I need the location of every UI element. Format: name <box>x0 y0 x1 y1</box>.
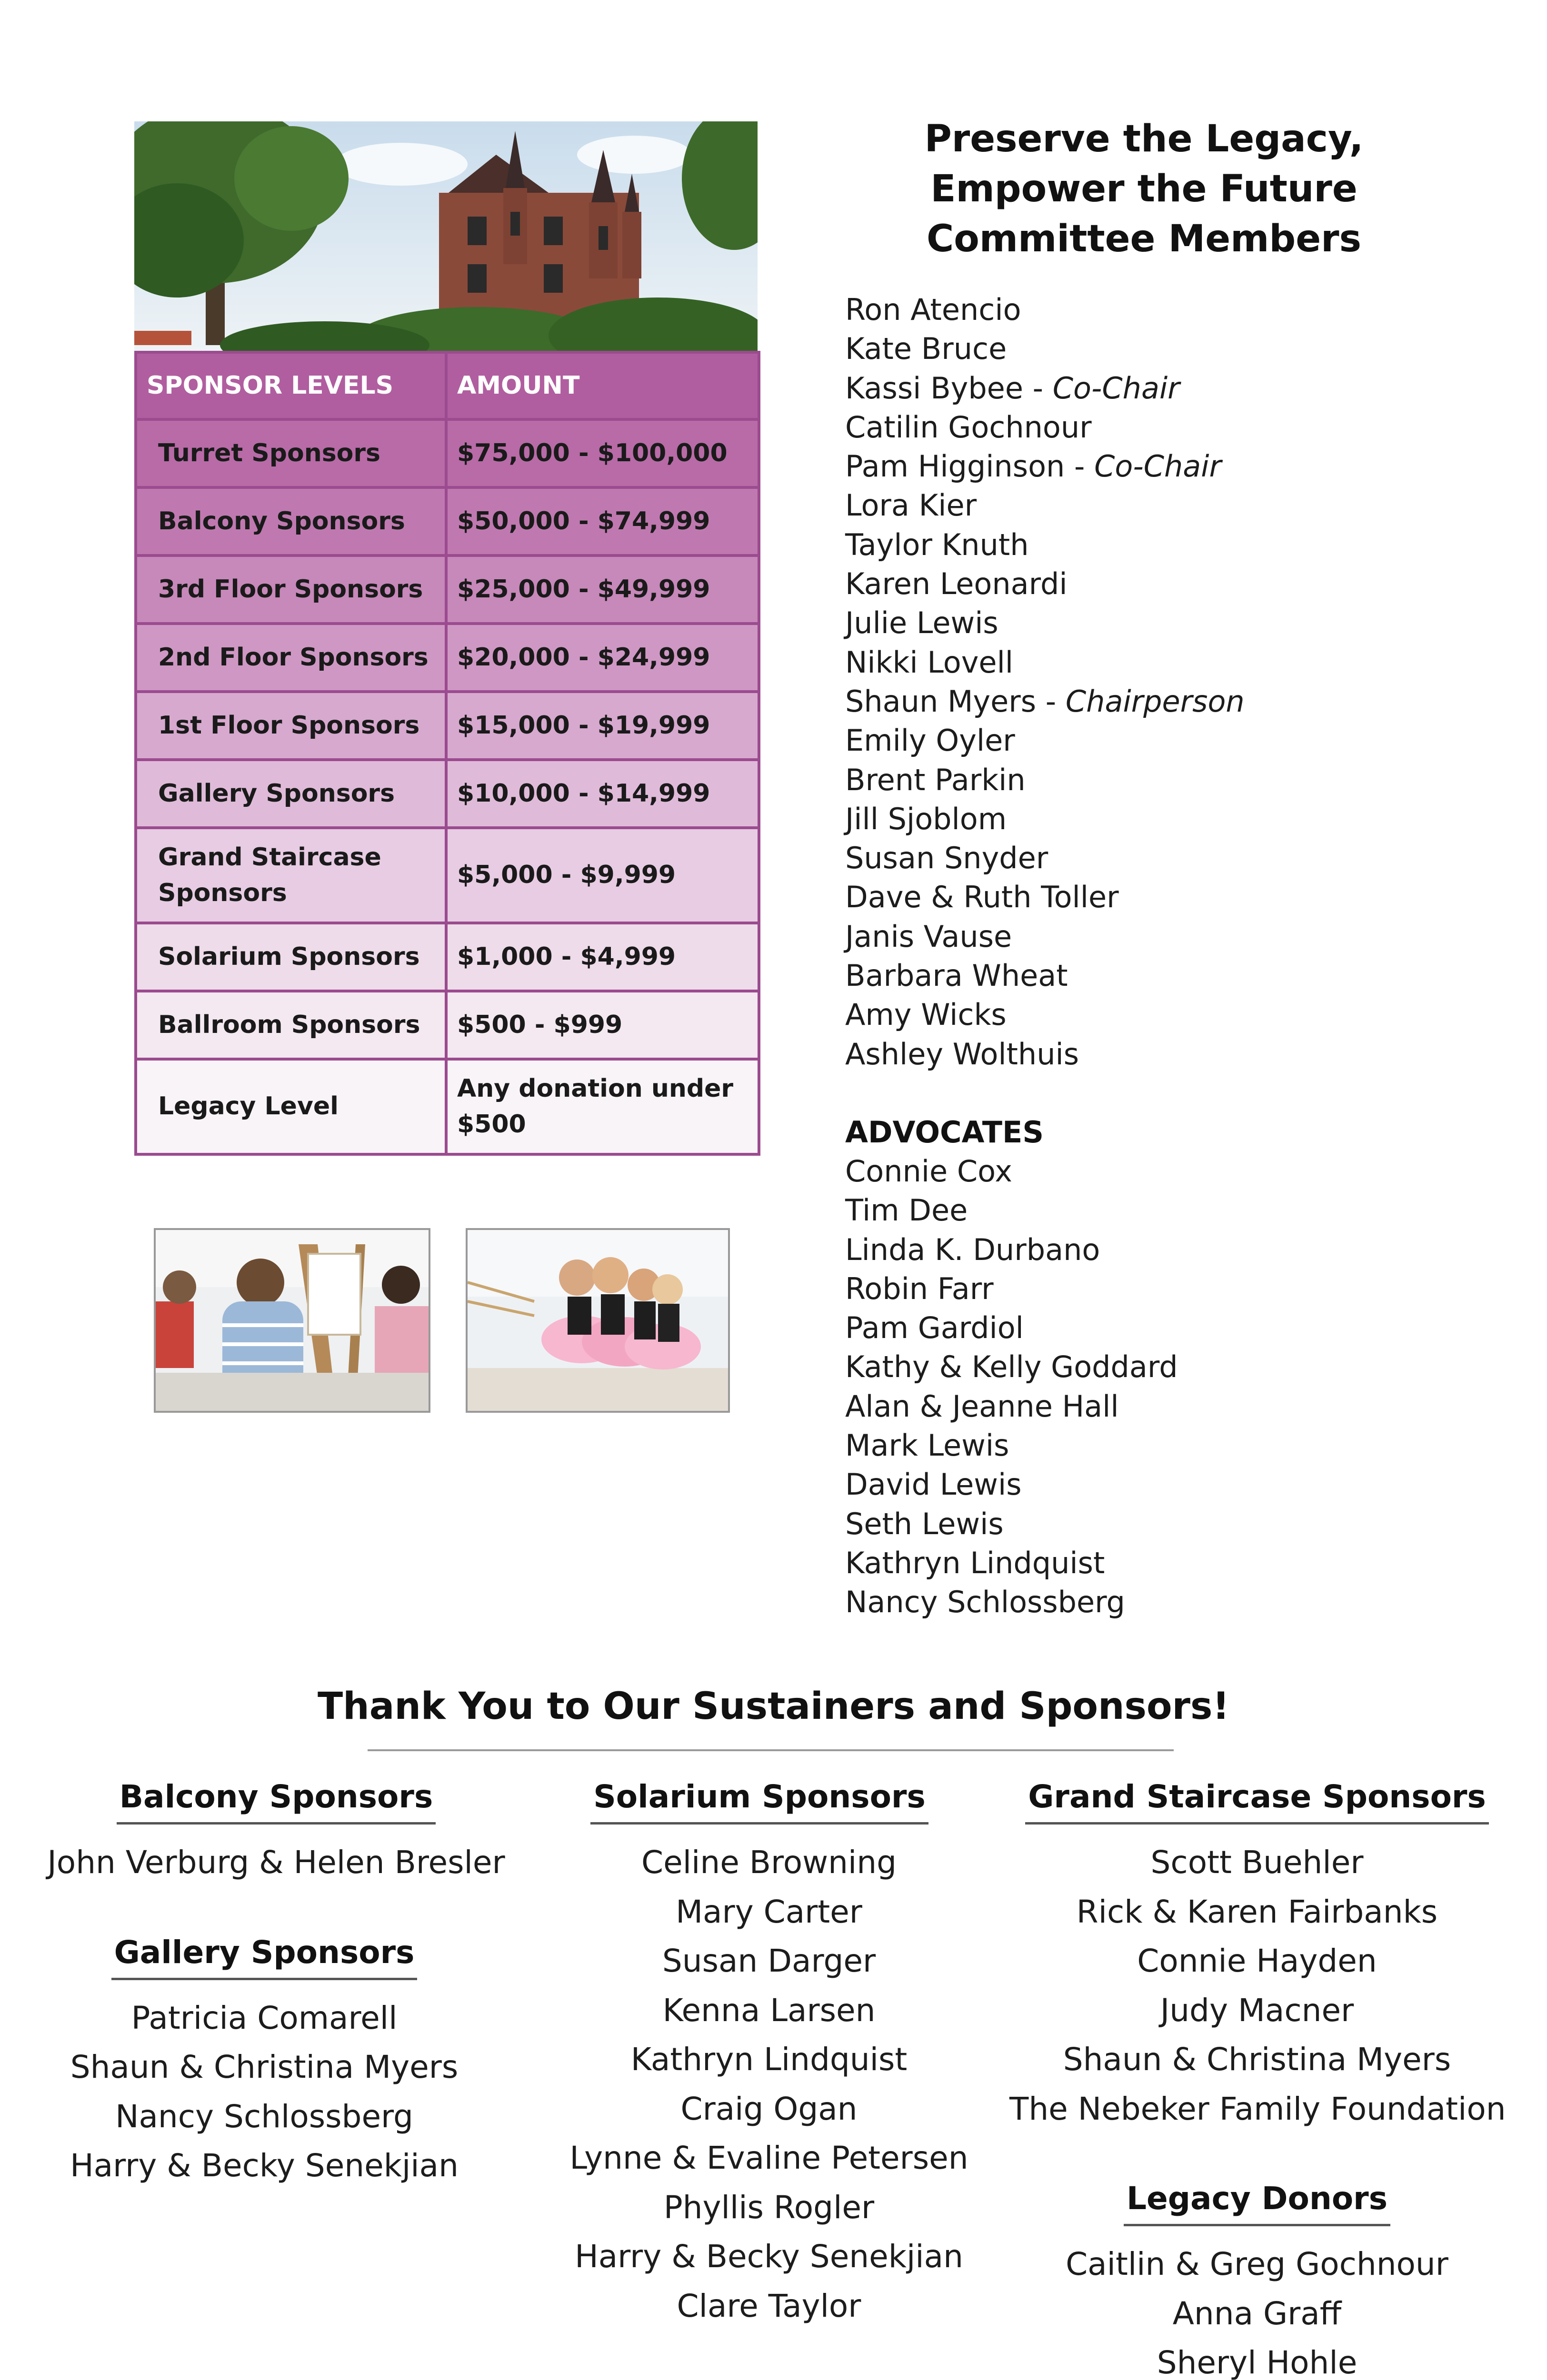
amount-cell: $25,000 - $49,999 <box>446 555 759 624</box>
sponsor-level-cell: 1st Floor Sponsors <box>136 692 446 760</box>
table-row <box>136 1059 759 1154</box>
ballet-class-photo <box>466 1228 730 1413</box>
sponsor-level-cell: Ballroom Sponsors <box>136 991 446 1059</box>
mansion-photo <box>134 121 758 351</box>
member-role: Co-Chair <box>1094 449 1221 484</box>
amount-cell: $75,000 - $100,000 <box>446 419 759 487</box>
table-row <box>136 991 759 1059</box>
list-item: Nancy Schlossberg <box>115 2098 413 2135</box>
list-item: John Verburg & Helen Bresler <box>47 1844 505 1881</box>
list-item: Craig Ogan <box>680 2090 858 2127</box>
sponsor-level-cell: Grand Staircase Sponsors <box>136 828 446 923</box>
list-item: Harry & Becky Senekjian <box>70 2147 459 2184</box>
legacy-donors-heading: Legacy Donors <box>1124 2177 1390 2226</box>
divider <box>368 1749 1174 1751</box>
column-header-amount: AMOUNT <box>446 352 759 419</box>
list-item: Mary Carter <box>676 1893 862 1930</box>
list-item: Pam Gardiol <box>845 1310 1024 1346</box>
grand-staircase-sponsors-list <box>1009 1838 1505 2133</box>
list-item: Kathryn Lindquist <box>630 2041 908 2078</box>
list-item: Kathryn Lindquist <box>845 1545 1105 1580</box>
list-item: Scott Buehler <box>1150 1844 1364 1881</box>
list-item: Catilin Gochnour <box>845 409 1092 445</box>
list-item: Julie Lewis <box>845 605 998 641</box>
sponsor-level-cell: Gallery Sponsors <box>136 760 446 828</box>
list-item: Susan Snyder <box>845 841 1048 876</box>
sponsor-level-cell: 2nd Floor Sponsors <box>136 624 446 692</box>
list-item: Seth Lewis <box>845 1506 1004 1541</box>
committee-member-list <box>845 290 1512 1074</box>
balcony-sponsors-list <box>29 1838 524 1887</box>
amount-cell: $20,000 - $24,999 <box>446 624 759 692</box>
member-role: Co-Chair <box>1052 370 1180 406</box>
amount-cell: $15,000 - $19,999 <box>446 692 759 760</box>
list-item: The Nebeker Family Foundation <box>1009 2090 1506 2127</box>
table-row <box>136 555 759 624</box>
committee-section <box>845 114 1512 1622</box>
list-item: Ron Atencio <box>845 292 1021 327</box>
list-item: Pam Higginson - Co-Chair <box>845 449 1221 484</box>
list-item: Celine Browning <box>641 1844 897 1881</box>
committee-title: Preserve the Legacy, Empower the Future Committee Members <box>924 118 1364 260</box>
list-item: Kenna Larsen <box>662 1992 876 2029</box>
list-item: Phyllis Rogler <box>663 2189 875 2226</box>
amount-cell: $50,000 - $74,999 <box>446 487 759 555</box>
sponsor-level-cell: Turret Sponsors <box>136 419 446 487</box>
list-item: Emily Oyler <box>845 723 1015 758</box>
list-item: Linda K. Durbano <box>845 1232 1100 1267</box>
table-row <box>136 923 759 991</box>
list-item: Patricia Comarell <box>131 1999 398 2036</box>
sponsor-level-cell: Legacy Level <box>136 1059 446 1154</box>
list-item: Janis Vause <box>845 919 1012 954</box>
table-row <box>136 487 759 555</box>
list-item: Dave & Ruth Toller <box>845 880 1119 915</box>
list-item: Shaun & Christina Myers <box>1063 2041 1451 2078</box>
table-row <box>136 419 759 487</box>
sponsor-levels-table <box>134 351 760 1156</box>
sponsor-level-cell: Balcony Sponsors <box>136 487 446 555</box>
list-item: David Lewis <box>845 1467 1022 1502</box>
solarium-sponsors-list <box>529 1838 1009 2330</box>
advocates-list <box>845 1152 1512 1622</box>
list-item: Susan Darger <box>662 1943 876 1979</box>
table-header-row <box>136 352 759 419</box>
list-item: Nikki Lovell <box>845 645 1014 680</box>
list-item: Kate Bruce <box>845 331 1007 367</box>
art-class-photo <box>154 1228 430 1413</box>
table-row <box>136 624 759 692</box>
list-item: Ashley Wolthuis <box>845 1036 1079 1071</box>
list-item: Rick & Karen Fairbanks <box>1076 1893 1438 1930</box>
amount-cell: $500 - $999 <box>446 991 759 1059</box>
list-item: Mark Lewis <box>845 1428 1009 1463</box>
list-item: Harry & Becky Senekjian <box>575 2238 963 2275</box>
list-item: Clare Taylor <box>677 2287 861 2324</box>
list-item: Tim Dee <box>845 1193 968 1228</box>
balcony-sponsors-heading: Balcony Sponsors <box>117 1775 436 1825</box>
list-item: Jill Sjoblom <box>845 801 1007 836</box>
sponsor-column-right <box>1009 1775 1505 2380</box>
sponsor-level-cell: 3rd Floor Sponsors <box>136 555 446 624</box>
list-item: Alan & Jeanne Hall <box>845 1388 1119 1424</box>
list-item: Lynne & Evaline Petersen <box>569 2140 968 2176</box>
amount-cell: Any donation under $500 <box>446 1059 759 1154</box>
list-item: Nancy Schlossberg <box>845 1585 1125 1620</box>
table-row <box>136 760 759 828</box>
list-item: Kassi Bybee - Co-Chair <box>845 370 1180 406</box>
thanks-title: Thank You to Our Sustainers and Sponsors! <box>317 1685 1230 1728</box>
table-row <box>136 692 759 760</box>
column-header-levels: SPONSOR LEVELS <box>136 352 446 419</box>
sponsor-level-cell: Solarium Sponsors <box>136 923 446 991</box>
amount-cell: $1,000 - $4,999 <box>446 923 759 991</box>
list-item: Anna Graff <box>1172 2295 1342 2332</box>
advocates-heading: ADVOCATES <box>845 1114 1044 1150</box>
list-item: Karen Leonardi <box>845 566 1068 602</box>
amount-cell: $5,000 - $9,999 <box>446 828 759 923</box>
grand-staircase-sponsors-heading: Grand Staircase Sponsors <box>1025 1775 1489 1825</box>
list-item: Amy Wicks <box>845 997 1007 1032</box>
legacy-donors-list <box>1009 2240 1505 2380</box>
gallery-sponsors-list <box>5 1993 524 2191</box>
amount-cell: $10,000 - $14,999 <box>446 760 759 828</box>
list-item: Lora Kier <box>845 488 977 523</box>
list-item: Shaun Myers - Chairperson <box>845 684 1245 719</box>
list-item: Caitlin & Greg Gochnour <box>1066 2246 1448 2282</box>
list-item: Shaun & Christina Myers <box>70 2049 459 2085</box>
list-item: Connie Cox <box>845 1153 1012 1189</box>
table-row <box>136 828 759 923</box>
gallery-sponsors-heading: Gallery Sponsors <box>111 1931 418 1980</box>
list-item: Brent Parkin <box>845 762 1026 797</box>
list-item: Sheryl Hohle <box>1157 2344 1357 2380</box>
list-item: Connie Hayden <box>1137 1943 1377 1979</box>
list-item: Barbara Wheat <box>845 958 1068 993</box>
list-item: Taylor Knuth <box>845 527 1029 562</box>
solarium-sponsors-heading: Solarium Sponsors <box>590 1775 928 1825</box>
member-role: Chairperson <box>1065 684 1245 719</box>
sponsor-column-left <box>29 1775 524 2191</box>
list-item: Robin Farr <box>845 1271 994 1306</box>
list-item: Judy Macner <box>1160 1992 1354 2029</box>
sponsor-column-middle <box>529 1775 1009 2330</box>
list-item: Kathy & Kelly Goddard <box>845 1349 1178 1385</box>
